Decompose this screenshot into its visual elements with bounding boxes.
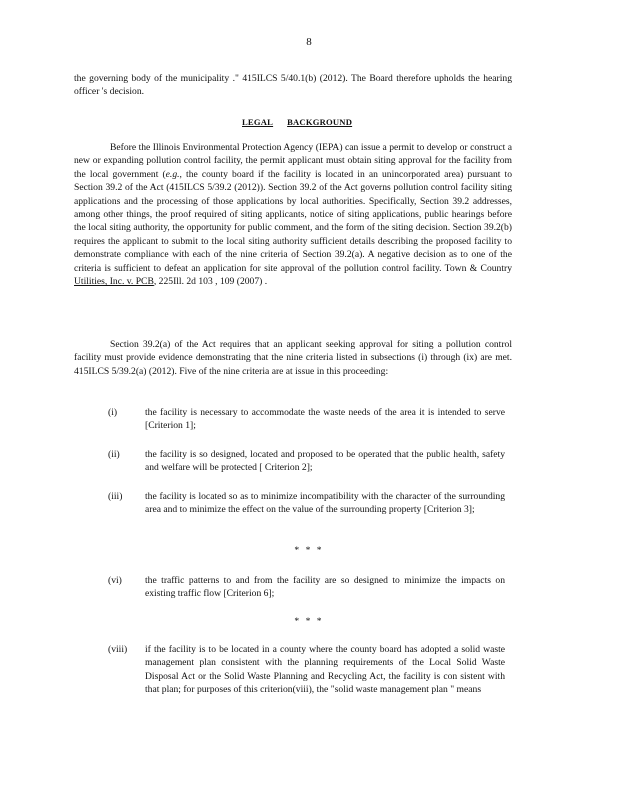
page-number: 8 [306,36,312,48]
criterion-text: the traffic patterns to and from the facility are so designed to minimize the impacts on existing traffic flow [Criterion 6]; [145,575,505,600]
criterion-text: if the facility is to be located in a county where the county board has adopted a solid waste management plan consistent with the planning requirements of the Local Solid Waste Disposal Act or the Solid Waste Planning and Recycling Act, the facility is con sistent with that plan; for purposes of this criterion(viii), the "solid waste management plan " means [145,644,505,696]
intro-text: the governing body of the municipality ." 415ILCS 5/40.1(b) (2012). The Board therefore upholds the hearing officer 's decision. [74,73,512,98]
criterion-text: the facility is located so as to minimize incompatibility with the character of the surrounding area and to minimize the effect on the value of the surrounding property [Criterion 3]; [145,491,505,516]
paragraph-1-part-a: Before the Illinois Environmental Protection Agency (IEPA) can issue a permit to develop or construct a new or expanding pollution control facility, the permit applicant must obtain siting approval for the facility from the local government ( [74,142,512,180]
paragraph-1-text [74,141,512,288]
omission-separator: * * * [294,545,324,556]
legal-background-paragraph-1 [74,141,512,288]
criterion-number: (viii) [108,644,128,655]
criterion-number: (vi) [108,575,122,586]
criterion-text: the facility is necessary to accommodate the waste needs of the area it is intended to serve [Criterion 1]; [145,407,505,432]
section-heading [242,117,366,127]
heading-word-1: LEGAL [242,117,274,127]
criterion-number: (i) [108,407,118,418]
intro-paragraph [74,72,512,99]
criterion-number: (ii) [108,449,120,460]
criterion-text: the facility is so designed, located and proposed to be operated that the public health, safety and welfare will be protected [ Criterion 2]; [145,449,505,474]
case-citation: Utilities, Inc. v. PCB [74,276,154,288]
paragraph-1-part-b: , the county board if the facility is located in an unincorporated area) pursuant to Section 39.2 of the Act (415ILCS 5/39.2 (2012)). Section 39.2 of the Act governs pollution control facility siting applications and the processing of those applications by local authorities. Specifically, Section 39.2 addresses, among other things, the proof required of siting applicants, notice of siting applications, public hearings before the local siting authority, the opportunity for public comment, and the form of the siting decision. Section 39.2(b) requires the applicant to submit to the local siting authority sufficient details describing the proposed facility to demonstrate compliance with each of the nine criteria of Section 39.2(a). A negative decision as to one of the criteria is sufficient to defeat an application for site approval of the pollution control facility. Town & Country [74,168,513,274]
eg-abbreviation: e.g. [165,168,180,180]
paragraph-2-text: Section 39.2(a) of the Act requires that an applicant seeking approval for siting a pollution control facility must provide evidence demonstrating that the nine criteria listed in subsections (i) through (ix) are met. 415ILCS 5/39.2(a) (2012). Five of the nine criteria are at issue in this proceeding: [74,339,512,377]
heading-word-2: BACKGROUND [287,117,353,127]
paragraph-1-part-c: , 225Ill. 2d 103 , 109 (2007) . [153,276,268,288]
omission-separator: * * * [294,616,324,627]
criterion-number: (iii) [108,491,123,502]
legal-background-paragraph-2 [74,338,512,378]
